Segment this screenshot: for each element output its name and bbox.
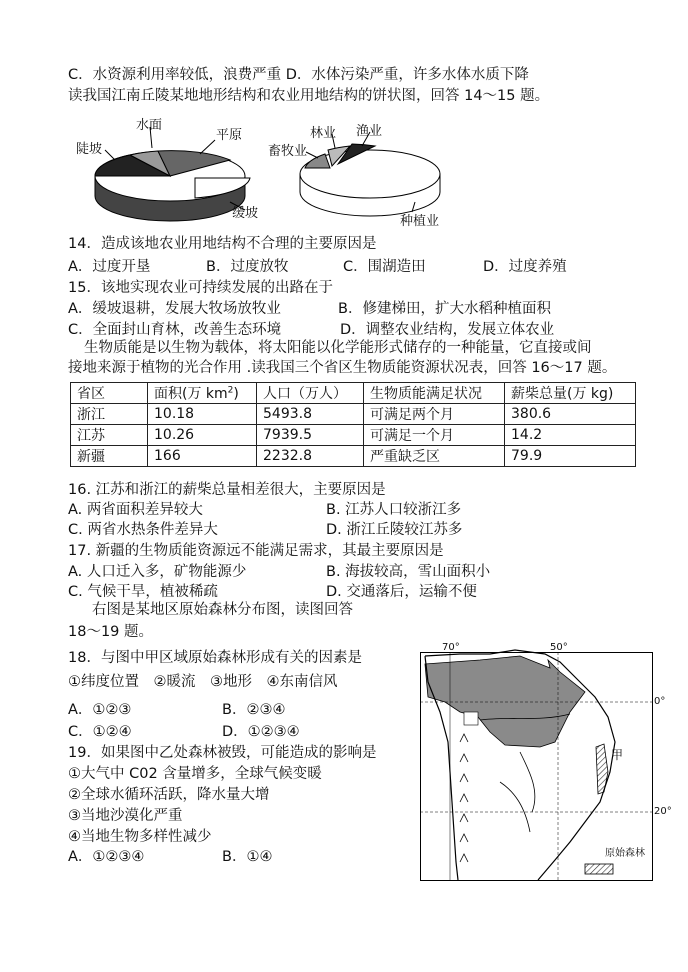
q18-factors: ①纬度位置 ②暖流 ③地形 ④东南信风	[68, 674, 338, 690]
table-cell: 7939.5	[257, 425, 364, 446]
q13-option-d: D．水体污染严重，许多水体水质下降	[285, 67, 529, 83]
table-cell: 5493.8	[257, 404, 364, 425]
q15-option-d: D．调整农业结构，发展立体农业	[340, 322, 555, 338]
q16-option-a: A. 两省面积差异较大	[68, 502, 203, 518]
pie1-label-plain: 平原	[216, 128, 243, 143]
pie1-label-water: 水面	[136, 118, 163, 133]
q19-option-b: B．①④	[222, 849, 273, 865]
q14-stem: 14．造成该地农业用地结构不合理的主要原因是	[68, 236, 377, 252]
q17-option-c: C. 气候干旱，植被稀疏	[68, 584, 218, 600]
q17-option-a: A. 人口迁入多，矿物能源少	[68, 564, 247, 580]
q17-option-d: D. 交通落后，运输不便	[326, 584, 477, 600]
intro-18-19-line2: 18～19 题。	[68, 624, 154, 640]
table-row	[71, 404, 636, 425]
table-header: 人口（万人）	[257, 383, 364, 404]
q17-option-b: B. 海拔较高，雪山面积小	[326, 564, 491, 580]
q19-item-3: ③当地沙漠化严重	[68, 808, 183, 824]
q14-option-a: A．过度开垦	[68, 259, 151, 275]
q13-option-line	[68, 65, 529, 85]
table-header: 面积(万 $km^2$)	[148, 383, 257, 404]
pie2-slice-livestock	[305, 154, 330, 168]
table-row	[71, 425, 636, 446]
intro-16-17-line1: 生物质能是以生物为载体，将太阳能以化学能形式储存的一种能量，它直接或间	[84, 340, 592, 356]
q15-option-a: A．缓坡退耕，发展大牧场放牧业	[68, 301, 281, 317]
q19-item-2: ②全球水循环活跃，降水量大增	[68, 787, 270, 803]
q15-option-b: B．修建梯田，扩大水稻种植面积	[338, 301, 551, 317]
table-cell: 江苏	[71, 425, 148, 446]
table-header: 省区	[71, 383, 148, 404]
table-cell: 166	[148, 446, 257, 467]
q19-item-4: ④当地生物多样性减少	[68, 829, 212, 845]
intro-14-15: 读我国江南丘陵某地地形结构和农业用地结构的饼状图，回答 14～15 题。	[68, 88, 550, 104]
q19-item-1: ①大气中 C02 含量增多，全球气候变暖	[68, 766, 322, 782]
map-marker-yi	[464, 712, 478, 725]
q18-option-a: A．①②③	[68, 702, 132, 718]
q18-option-d: D．①②③④	[222, 724, 300, 740]
table-cell: 380.6	[505, 404, 636, 425]
map-label-lat0: 0°	[654, 696, 666, 707]
pie2-leader-livestock	[306, 152, 318, 158]
map-label-jia: 甲	[611, 748, 624, 762]
q19-stem: 19．如果图中乙处森林被毁，可能造成的影响是	[68, 745, 377, 761]
q18-option-c: C．①②④	[68, 724, 132, 740]
table-cell: 浙江	[71, 404, 148, 425]
intro-16-17-line2: 接地来源于植物的光合作用 .读我国三个省区生物质能资源状况表，回答 16～17 题。	[68, 360, 617, 376]
table-cell: 10.26	[148, 425, 257, 446]
intro-18-19-line1: 右图是某地区原始森林分布图，读图回答	[92, 602, 353, 618]
pie2-label-forestry: 林业	[310, 126, 337, 141]
q16-option-b: B. 江苏人口较浙江多	[326, 502, 462, 518]
table-cell: 新疆	[71, 446, 148, 467]
pie1-leader-steep	[105, 150, 115, 160]
pie1-leader-plain	[200, 140, 215, 154]
legend-swatch	[585, 864, 613, 874]
q14-option-c: C．围湖造田	[343, 259, 426, 275]
pie-figure	[70, 112, 450, 232]
q19-option-a: A．①②③④	[68, 849, 145, 865]
pie2-label-crop: 种植业	[400, 214, 440, 229]
q16-option-c: C. 两省水热条件差异大	[68, 522, 218, 538]
pie-charts-svg	[70, 112, 450, 232]
q16-option-d: D. 浙江丘陵较江苏多	[326, 522, 463, 538]
pie2-label-fishery: 渔业	[356, 124, 383, 139]
table-cell: 严重缺乏区	[364, 446, 505, 467]
q17-stem: 17. 新疆的生物质能资源远不能满足需求，其最主要原因是	[68, 543, 444, 559]
q15-option-c: C．全面封山育林，改善生态环境	[68, 322, 282, 338]
table-header: 生物质能满足状况	[364, 383, 505, 404]
map-label-lon70: 70°	[442, 642, 460, 653]
pie1-label-steep: 陡坡	[76, 142, 103, 157]
forest-map	[420, 642, 674, 882]
q15-stem: 15．该地实现农业可持续发展的出路在于	[68, 280, 333, 296]
map-label-lon50: 50°	[550, 642, 568, 653]
pie1-label-gentle: 缓坡	[232, 206, 259, 221]
pie-agriculture	[300, 132, 440, 216]
map-legend-label: 原始森林	[605, 848, 645, 859]
pie2-label-livestock: 畜牧业	[268, 144, 308, 159]
table-header-row	[71, 383, 636, 404]
q14-option-d: D．过度养殖	[483, 259, 567, 275]
table-header: 薪柴总量(万 kg)	[505, 383, 636, 404]
table-cell: 可满足一个月	[364, 425, 505, 446]
q14-option-b: B．过度放牧	[206, 259, 289, 275]
map-label-lat20: 20°	[654, 806, 672, 817]
q13-option-c: C．水资源利用率较低，浪费严重	[68, 67, 282, 83]
table-row	[71, 446, 636, 467]
table-cell: 2232.8	[257, 446, 364, 467]
table-cell: 可满足两个月	[364, 404, 505, 425]
q16-stem: 16. 江苏和浙江的薪柴总量相差很大，主要原因是	[68, 482, 386, 498]
biomass-table	[70, 382, 636, 467]
table-cell: 14.2	[505, 425, 636, 446]
q18-stem: 18．与图中甲区域原始森林形成有关的因素是	[68, 650, 362, 666]
q18-option-b: B．②③④	[222, 702, 286, 718]
table-cell: 79.9	[505, 446, 636, 467]
table-cell: 10.18	[148, 404, 257, 425]
